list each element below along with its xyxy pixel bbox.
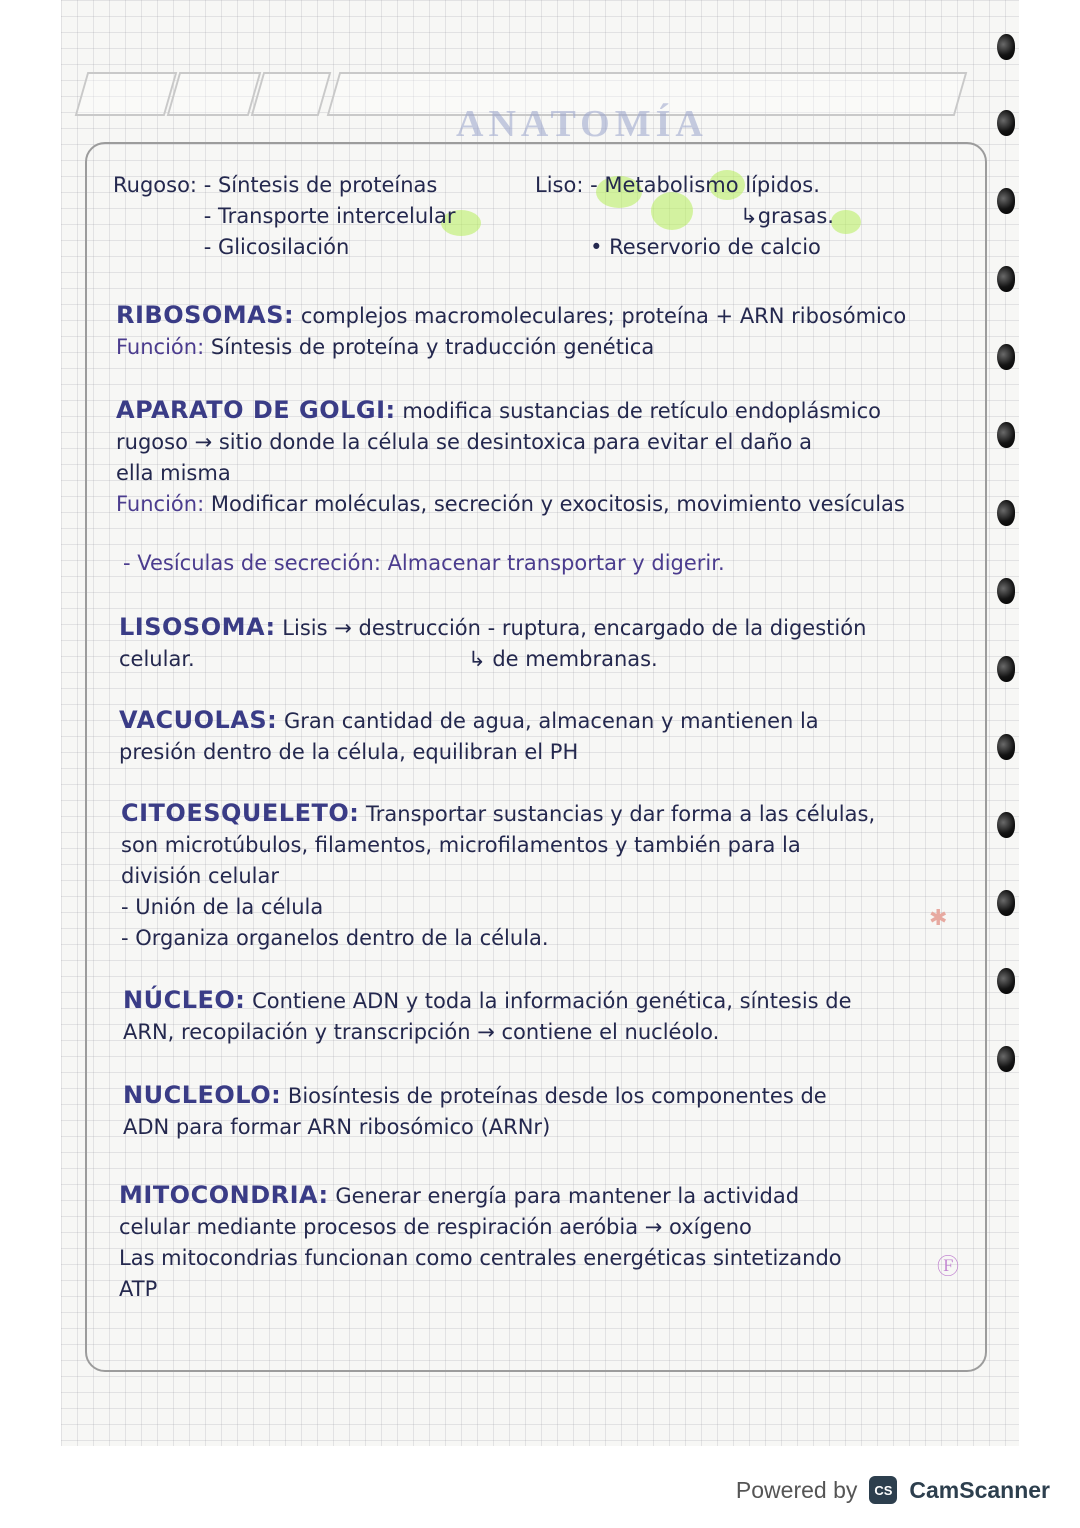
- section-title: VACUOLAS:: [119, 706, 278, 734]
- highlighter-mark: [831, 210, 861, 234]
- section-line: ADN para formar ARN ribosómico (ARNr): [123, 1115, 551, 1139]
- section-ribosomas: [116, 300, 906, 363]
- camscanner-logo-icon: CS: [869, 1476, 897, 1504]
- camscanner-brand: CamScanner: [909, 1476, 1050, 1503]
- liso-item: - Metabolismo lípidos.: [590, 173, 820, 197]
- title-box: [167, 72, 262, 116]
- title-box: [251, 72, 332, 116]
- section-line: ella misma: [116, 461, 231, 485]
- section-mitocondria: [119, 1180, 842, 1305]
- section-title: MITOCONDRIA:: [119, 1181, 329, 1209]
- circled-mark-icon: Ⓕ: [937, 1255, 960, 1280]
- section-line: - Unión de la célula: [121, 895, 324, 919]
- funcion-text: Síntesis de proteína y traducción genética: [210, 335, 655, 359]
- section-title: APARATO DE GOLGI:: [116, 396, 396, 424]
- rugoso-item: - Transporte intercelular: [203, 204, 456, 228]
- section-nucleolo: [123, 1080, 827, 1143]
- vesiculas-line: - Vesículas de secreción: Almacenar transportar y digerir.: [123, 551, 725, 575]
- section-line: Lisis → destrucción - ruptura, encargado de la digestión: [282, 616, 867, 640]
- section-line: presión dentro de la célula, equilibran el PH: [119, 740, 579, 764]
- section-title: NÚCLEO:: [123, 986, 246, 1014]
- binding-ring-icon: [997, 266, 1015, 292]
- binding-ring-icon: [997, 968, 1015, 994]
- binding-ring-icon: [997, 188, 1015, 214]
- funcion-label: Función:: [116, 335, 205, 359]
- faint-heading: ANATOMÍA: [456, 103, 708, 145]
- binding-ring-icon: [997, 1046, 1015, 1072]
- funcion-text: Modificar moléculas, secreción y exocitosis, movimiento vesículas: [210, 492, 905, 516]
- section-line: Gran cantidad de agua, almacenan y mantienen la: [283, 709, 819, 733]
- section-title: LISOSOMA:: [119, 613, 276, 641]
- section-citoesqueleto: [121, 798, 875, 954]
- section-line: Contiene ADN y toda la información genética, síntesis de: [252, 989, 852, 1013]
- binding-ring-icon: [997, 34, 1015, 60]
- asterisk-mark-icon: ✱: [929, 906, 948, 931]
- section-title: RIBOSOMAS:: [116, 301, 295, 329]
- section-title: NUCLEOLO:: [123, 1081, 282, 1109]
- binding-ring-icon: [997, 578, 1015, 604]
- binding-ring-icon: [997, 890, 1015, 916]
- liso-item: • Reservorio de calcio: [590, 235, 821, 259]
- binding-ring-icon: [997, 656, 1015, 682]
- notebook-page: [61, 0, 1019, 1446]
- section-line: Transportar sustancias y dar forma a las células,: [366, 802, 876, 826]
- section-line: celular mediante procesos de respiración aeróbia → oxígeno: [119, 1215, 752, 1239]
- liso-label: Liso:: [535, 173, 584, 197]
- rugoso-item: - Síntesis de proteínas: [203, 173, 438, 197]
- section-golgi: [116, 395, 905, 520]
- section-line: Las mitocondrias funcionan como centrales energéticas sintetizando: [119, 1246, 842, 1270]
- binding-ring-icon: [997, 110, 1015, 136]
- rugoso-block: [113, 170, 456, 263]
- binding-ring-icon: [997, 500, 1015, 526]
- section-title: CITOESQUELETO:: [121, 799, 360, 827]
- liso-block: [535, 170, 834, 263]
- binding-ring-icon: [997, 422, 1015, 448]
- binding-ring-icon: [997, 812, 1015, 838]
- binding-ring-icon: [997, 734, 1015, 760]
- powered-by-text: Powered by: [735, 1476, 858, 1503]
- section-line: ATP: [119, 1277, 158, 1301]
- spiral-binding: [997, 20, 1027, 1100]
- section-lisosoma: [119, 612, 866, 675]
- section-line: celular.: [119, 647, 195, 671]
- section-line: división celular: [121, 864, 279, 888]
- scanner-footer: [736, 1470, 1050, 1510]
- rugoso-label: Rugoso:: [113, 173, 197, 197]
- section-line: modifica sustancias de retículo endoplásmico: [402, 399, 881, 423]
- section-line: rugoso → sitio donde la célula se desintoxica para evitar el daño a: [116, 430, 812, 454]
- liso-item: ↳grasas.: [740, 204, 834, 228]
- section-line: son microtúbulos, filamentos, microfilamentos y también para la: [121, 833, 801, 857]
- binding-ring-icon: [997, 344, 1015, 370]
- rugoso-item: - Glicosilación: [203, 235, 350, 259]
- section-vacuolas: [119, 705, 819, 768]
- section-line: Generar energía para mantener la actividad: [335, 1184, 800, 1208]
- section-subline: ↳ de membranas.: [468, 647, 658, 671]
- section-line: Biosíntesis de proteínas desde los componentes de: [287, 1084, 827, 1108]
- title-box: [75, 72, 178, 116]
- section-line: - Organiza organelos dentro de la célula.: [121, 926, 549, 950]
- section-line: complejos macromoleculares; proteína + ARN ribosómico: [300, 304, 907, 328]
- section-nucleo: [123, 985, 852, 1048]
- funcion-label: Función:: [116, 492, 205, 516]
- section-line: ARN, recopilación y transcripción → contiene el nucléolo.: [123, 1020, 720, 1044]
